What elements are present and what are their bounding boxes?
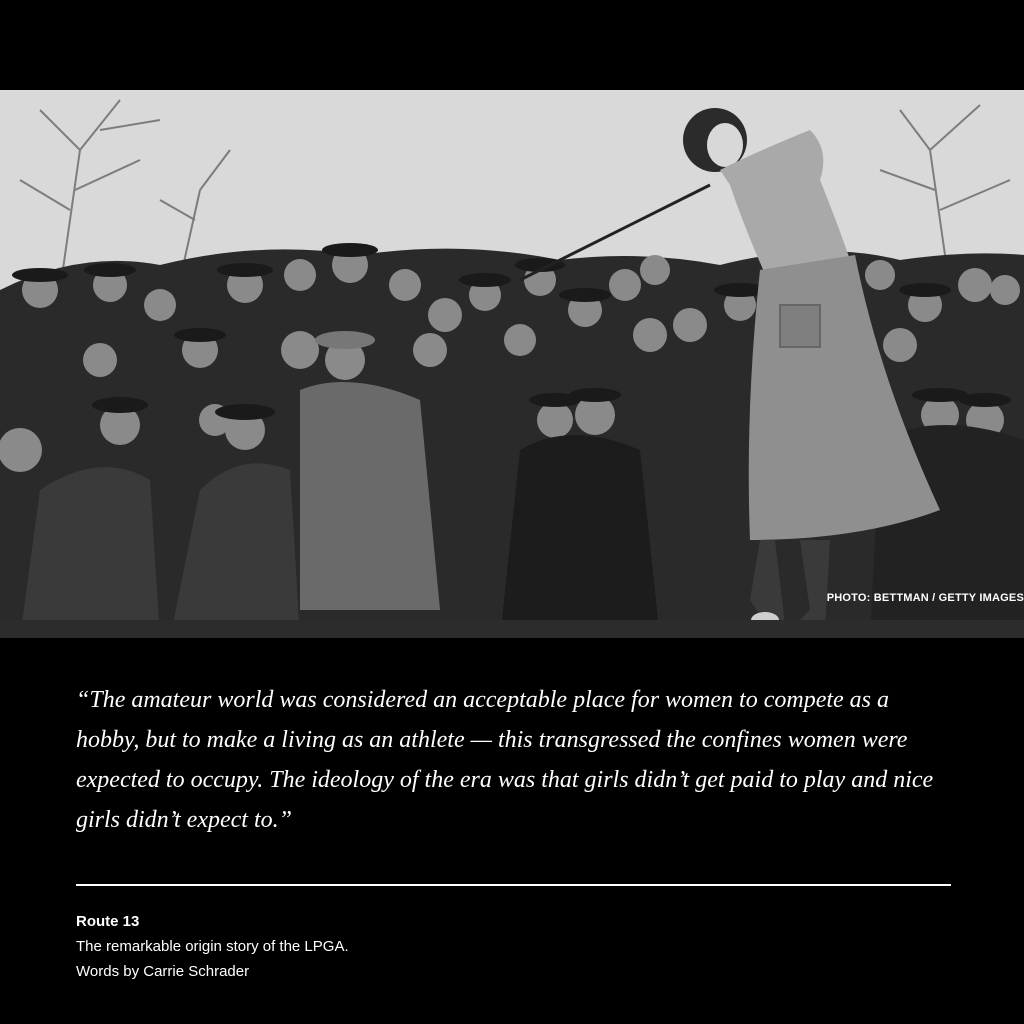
article-byline: Words by Carrie Schrader bbox=[76, 963, 250, 980]
hero-photo bbox=[0, 90, 1024, 638]
article-meta bbox=[76, 909, 349, 984]
photo-illustration bbox=[0, 90, 1024, 638]
article-subtitle: The remarkable origin story of the LPGA. bbox=[76, 938, 349, 955]
divider bbox=[76, 884, 951, 886]
pull-quote: “The amateur world was considered an acceptable place for women to compete as a hobby, but to make a living as an athlete — this transgressed the confines women were expected to occupy. The ideology of the era was that girls didn’t get paid to play and nice girls didn’t expect to.” bbox=[76, 687, 934, 833]
photo-credit: PHOTO: BETTMAN / GETTY IMAGES bbox=[826, 592, 1024, 604]
article-title: Route 13 bbox=[76, 913, 140, 930]
